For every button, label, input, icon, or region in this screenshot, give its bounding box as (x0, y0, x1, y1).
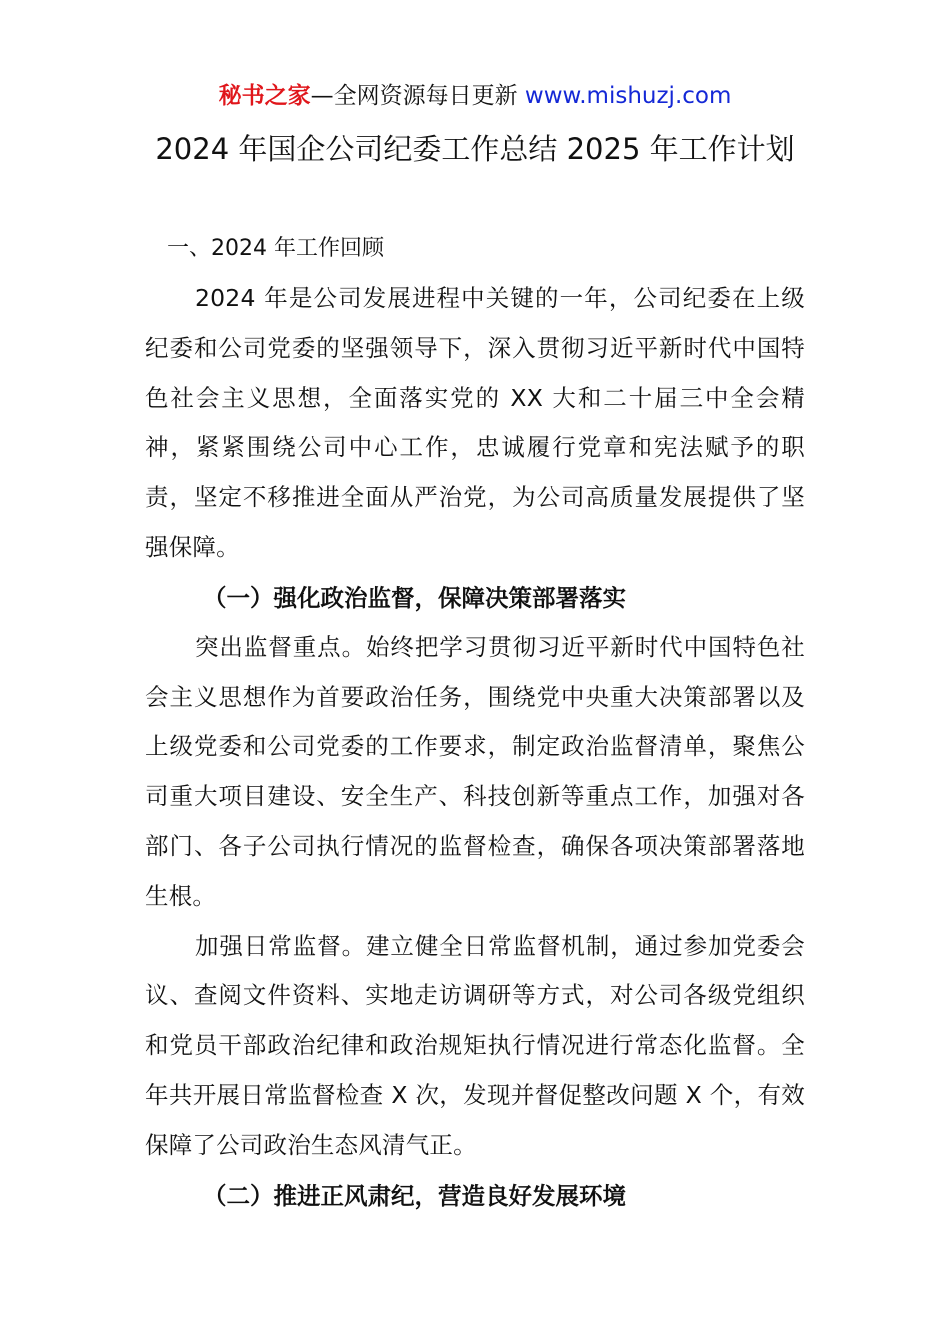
brand-name: 秘书之家 (218, 83, 311, 109)
site-header (0, 80, 950, 112)
subheading-political-supervision: （一）强化政治监督，保障决策部署落实 (203, 583, 626, 612)
document-body (145, 224, 805, 1221)
site-url-link[interactable]: www.mishuzj.com (524, 83, 732, 109)
site-tagline: —全网资源每日更新 (310, 83, 525, 109)
paragraph-supervision-focus: 突出监督重点。始终把学习贯彻习近平新时代中国特色社会主义思想作为首要政治任务，围绕党中央重大决策部署以及上级党委和公司党委的工作要求，制定政治监督清单，聚焦公司重大项目建设、安全生产、科技创新等重点工作，加强对各部门、各子公司执行情况的监督检查，确保各项决策部署落地生根。 (145, 632, 805, 910)
document-title: 2024 年国企公司纪委工作总结 2025 年工作计划 (155, 132, 795, 166)
subheading-discipline: （二）推进正风肃纪，营造良好发展环境 (203, 1181, 626, 1210)
intro-paragraph: 2024 年是公司发展进程中关键的一年，公司纪委在上级纪委和公司党委的坚强领导下，深入贯彻习近平新时代中国特色社会主义思想，全面落实党的 XX 大和二十届三中全会精神，紧紧围绕公司中心工作，忠诚履行党章和宪法赋予的职责，坚定不移推进全面从严治党，为公司高质量发展提供了坚强保障。 (145, 284, 805, 561)
section-heading-review: 一、2024 年工作回顾 (167, 236, 384, 261)
paragraph-daily-supervision: 加强日常监督。建立健全日常监督机制，通过参加党委会议、查阅文件资料、实地走访调研等方式，对公司各级党组织和党员干部政治纪律和政治规矩执行情况进行常态化监督。全年共开展日常监督检查 X 次，发现并督促整改问题 X 个，有效保障了公司政治生态风清气正。 (145, 931, 805, 1159)
